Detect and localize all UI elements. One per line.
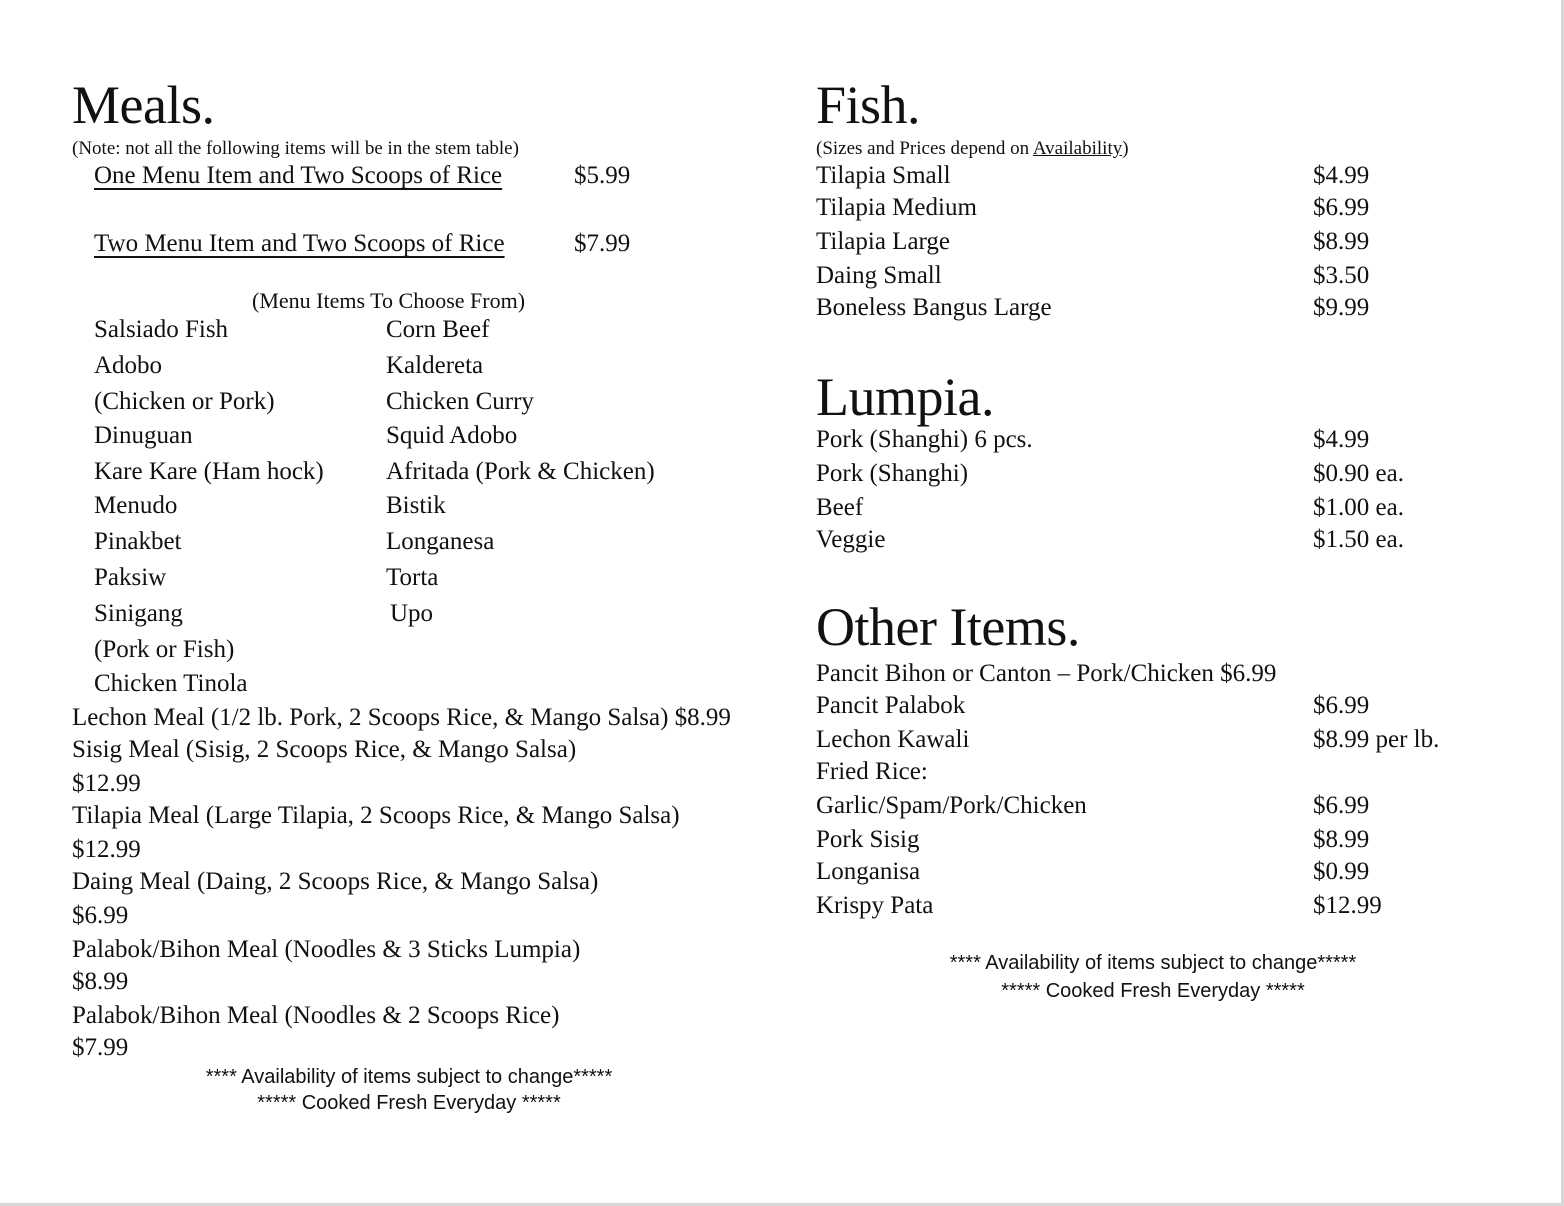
menu-item-left: Dinuguan: [94, 422, 193, 449]
menu-item-left: Paksiw: [94, 564, 167, 591]
fish-item: Daing Small: [816, 262, 942, 289]
choose-heading: (Menu Items To Choose From): [252, 288, 526, 313]
menu-item-left: Sinigang: [94, 600, 183, 627]
special-palabok-lumpia-price: $8.99: [72, 968, 129, 995]
lumpia-price: $1.50 ea.: [1313, 526, 1404, 553]
menu-item-left: Menudo: [94, 492, 178, 519]
lumpia-item: Pork (Shanghi) 6 pcs.: [816, 426, 1033, 453]
menu-item-left: Salsiado Fish: [94, 316, 229, 343]
meals-note: (Note: not all the following items will be in the stem table): [72, 138, 519, 159]
special-lechon: Lechon Meal (1/2 lb. Pork, 2 Scoops Rice, & Mango Salsa) $8.99: [72, 704, 731, 731]
special-palabok-rice-price: $7.99: [72, 1034, 129, 1061]
meals-footer-line-1: **** Availability of items subject to change*****: [205, 1066, 613, 1088]
fish-item: Tilapia Small: [816, 162, 951, 189]
fish-price: $8.99: [1313, 228, 1370, 255]
menu-item-right: Chicken Curry: [386, 388, 534, 415]
other-price: $12.99: [1313, 892, 1382, 919]
fish-item: Tilapia Medium: [816, 194, 977, 221]
lumpia-heading: Lumpia.: [816, 367, 994, 427]
menu-item-right: Kaldereta: [386, 352, 484, 379]
menu-item-left: Chicken Tinola: [94, 670, 248, 697]
special-palabok-lumpia: Palabok/Bihon Meal (Noodles & 3 Sticks Lumpia): [72, 936, 581, 963]
other-item: Pork Sisig: [816, 826, 920, 853]
fish-note-prefix: (Sizes and Prices depend on: [816, 138, 1033, 159]
combo-one-label: One Menu Item and Two Scoops of Rice: [94, 162, 503, 189]
menu-item-right: Squid Adobo: [386, 422, 518, 449]
other-item: Pancit Bihon or Canton – Pork/Chicken $6.99: [816, 660, 1277, 687]
special-sisig-price: $12.99: [72, 770, 141, 797]
menu-item-right: Corn Beef: [386, 316, 490, 343]
other-heading: Other Items.: [816, 597, 1080, 657]
lumpia-item: Pork (Shanghi): [816, 460, 969, 487]
combo-one-price: $5.99: [574, 162, 631, 189]
special-daing: Daing Meal (Daing, 2 Scoops Rice, & Mango Salsa): [72, 868, 599, 895]
other-footer-line-1: **** Availability of items subject to change*****: [949, 952, 1357, 974]
menu-item-right: Upo: [390, 600, 434, 627]
menu-item-left: (Pork or Fish): [94, 636, 235, 663]
menu-item-right: Torta: [386, 564, 439, 591]
fish-note-availability: Availability: [1032, 138, 1123, 159]
special-tilapia-price: $12.99: [72, 836, 141, 863]
fish-price: $6.99: [1313, 194, 1370, 221]
lumpia-item: Veggie: [816, 526, 886, 553]
fish-heading: Fish.: [816, 75, 921, 135]
other-price: $0.99: [1313, 858, 1370, 885]
lumpia-price: $4.99: [1313, 426, 1370, 453]
fish-price: $4.99: [1313, 162, 1370, 189]
other-price: $6.99: [1313, 792, 1370, 819]
menu-item-left: Pinakbet: [94, 528, 182, 555]
lumpia-price: $1.00 ea.: [1313, 494, 1404, 521]
fish-note-suffix: ): [1122, 138, 1129, 159]
fish-price: $9.99: [1313, 294, 1370, 321]
other-item: Longanisa: [816, 858, 921, 885]
other-price: $6.99: [1313, 692, 1370, 719]
menu-item-left: (Chicken or Pork): [94, 388, 275, 415]
other-item: Fried Rice:: [816, 758, 928, 785]
other-item: Lechon Kawali: [816, 726, 970, 753]
fish-note: [816, 138, 1129, 160]
other-price: $8.99: [1313, 826, 1370, 853]
menu-item-right: Longanesa: [386, 528, 495, 555]
lumpia-item: Beef: [816, 494, 864, 521]
other-item: Garlic/Spam/Pork/Chicken: [816, 792, 1087, 819]
menu-item-right: Bistik: [386, 492, 446, 519]
special-sisig: Sisig Meal (Sisig, 2 Scoops Rice, & Mango Salsa): [72, 736, 577, 763]
menu-item-left: Kare Kare (Ham hock): [94, 458, 324, 485]
special-palabok-rice: Palabok/Bihon Meal (Noodles & 2 Scoops Rice): [72, 1002, 560, 1029]
menu-item-left: Adobo: [94, 352, 163, 379]
other-price: $8.99 per lb.: [1313, 726, 1440, 753]
combo-two-price: $7.99: [574, 230, 631, 257]
other-item: Pancit Palabok: [816, 692, 966, 719]
lumpia-price: $0.90 ea.: [1313, 460, 1404, 487]
fish-price: $3.50: [1313, 262, 1370, 289]
other-footer-line-2: ***** Cooked Fresh Everyday *****: [1001, 980, 1305, 1002]
other-item: Krispy Pata: [816, 892, 934, 919]
meals-heading: Meals.: [72, 75, 215, 135]
combo-two-label: Two Menu Item and Two Scoops of Rice: [94, 230, 505, 257]
meals-footer-line-2: ***** Cooked Fresh Everyday *****: [257, 1092, 561, 1114]
menu-item-right: Afritada (Pork & Chicken): [386, 458, 655, 485]
special-tilapia: Tilapia Meal (Large Tilapia, 2 Scoops Rice, & Mango Salsa): [72, 802, 680, 829]
fish-item: Boneless Bangus Large: [816, 294, 1052, 321]
fish-item: Tilapia Large: [816, 228, 951, 255]
special-daing-price: $6.99: [72, 902, 129, 929]
